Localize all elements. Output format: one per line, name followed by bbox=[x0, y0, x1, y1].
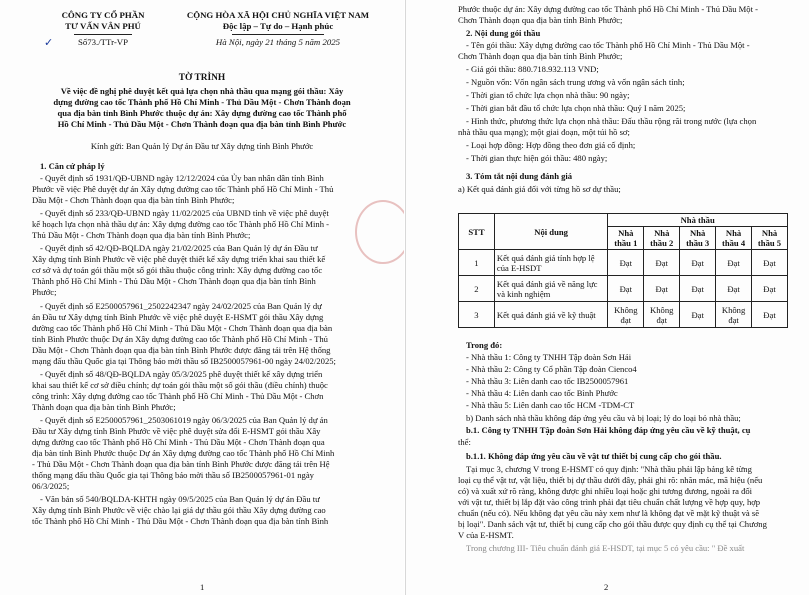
body-line: tỉnh Bình Phước thuộc Dự án Xây dựng đường cao tốc Thành phố Hồ Chí Minh - Thủ bbox=[32, 334, 328, 344]
body-line: khai sau thiết kế cơ sở điều chỉnh; dự toán gói thầu một số gói thầu (điều chỉnh) thuộc bbox=[32, 380, 328, 390]
section-2-line: - Hình thức, phương thức lựa chọn nhà thầu: Đấu thầu rộng rãi trong nước (lựa chọn bbox=[466, 116, 757, 126]
handwritten-mark-icon: ✓ bbox=[44, 36, 54, 49]
body-line: bị loại". Danh sách vật tư, thiết bị cung cấp cho gói thầu được quy định cụ thể tại Chương bbox=[458, 519, 767, 529]
body-line-faded: Trong chương III- Tiêu chuẩn đánh giá E-HSDT, tại mục 5 có yêu cầu: " Đề xuất bbox=[466, 543, 745, 553]
header-underline-left bbox=[74, 34, 132, 35]
table-cell-stt: 3 bbox=[459, 302, 495, 328]
body-line: Dầu Một - Chơn Thành đoạn qua địa bàn tỉnh Bình Phước được đăng tải trên Hệ thống bbox=[32, 345, 331, 355]
table-cell-result: Đạt bbox=[644, 250, 680, 276]
table-cell-content: Kết quả đánh giá tính hợp lệ của E-HSDT bbox=[494, 250, 607, 276]
body-line: tốc Thành phố Hồ Chí Minh - Thủ Dầu Một - Chơn Thành đoạn qua địa bàn tỉnh Bình bbox=[32, 516, 329, 526]
bidder-note: - Nhà thầu 1: Công ty TNHH Tập đoàn Sơn Hải bbox=[466, 352, 632, 362]
table-cell-result: Đạt bbox=[644, 276, 680, 302]
section-2-line: - Tên gói thầu: Xây dựng đường cao tốc Thành phố Hồ Chí Minh - Thủ Dầu Một - bbox=[466, 40, 750, 50]
table-header-content: Nội dung bbox=[494, 214, 607, 250]
table-row bbox=[459, 250, 788, 276]
page-number: 1 bbox=[200, 582, 205, 592]
bidder-note: - Nhà thầu 2: Công ty Cổ phần Tập đoàn Cienco4 bbox=[466, 364, 637, 374]
recipient-line: Kính gửi: Ban Quản lý Dự án Đầu tư Xây dựng tỉnh Bình Phước bbox=[90, 141, 314, 151]
document-type-title: TỜ TRÌNH bbox=[178, 73, 226, 83]
body-line: án Đầu tư Xây dựng tỉnh Bình Phước về việc phê duyệt E-HSMT gói thầu Xây dựng bbox=[32, 312, 324, 322]
paragraph-b1-text: b.1. Công ty TNHH Tập đoàn Sơn Hải không đáp ứng yêu cầu về kỹ thuật, cụ bbox=[466, 425, 751, 435]
table-cell-result: Đạt bbox=[752, 250, 788, 276]
body-line: chuẩn (nếu có). Nếu không đạt yêu cầu này xem như là không đạt về mặt kỹ thuật và sẽ bbox=[458, 508, 760, 518]
body-line: kế hoạch lựa chọn nhà thầu dự án: Xây dựng đường cao tốc Thành phố Hồ Chí Minh - bbox=[32, 219, 330, 229]
body-line: cơ sở và dự toán gói thầu một số gói thầu thuộc công trình: Xây dựng đường cao tốc bbox=[32, 265, 323, 275]
body-line: - Quyết định số E2500057961_2503061019 ngày 06/3/2025 của Ban Quản lý dự án bbox=[40, 415, 328, 425]
table-header-bidder: Nhà thầu 4 bbox=[716, 227, 752, 250]
bidder-note: - Nhà thầu 3: Liên danh cao tốc IB2500057961 bbox=[466, 376, 629, 386]
table-header-row bbox=[459, 214, 788, 227]
table-header-bidder: Nhà thầu 2 bbox=[644, 227, 680, 250]
body-line: loại cụ thể vật tư, vật liệu, thiết bị dự thầu dưới đây, phải ghi rõ: nhãn mác, mã hiệu (nếu bbox=[458, 475, 763, 485]
table-cell-result: Đạt bbox=[752, 302, 788, 328]
body-line: Đầu tư Xây dựng tỉnh Bình Phước về việc phê duyệt sửa đổi E-HSMT gói thầu Xây bbox=[32, 426, 321, 436]
body-line: thống mạng đấu thầu Quốc gia tại Thông báo mời thầu số IB2500057961-01 ngày bbox=[32, 470, 314, 480]
table-cell-result: Đạt bbox=[680, 302, 716, 328]
document-page-2 bbox=[405, 0, 809, 595]
body-line: mạng đấu thầu Quốc gia tại Thông báo mời thầu số IB2500057961-00 ngày 24/02/2025; bbox=[32, 356, 336, 366]
notes-title: Trong đó: bbox=[466, 340, 503, 350]
table-cell-result: Đạt bbox=[680, 276, 716, 302]
table-cell-result: Đạt bbox=[608, 250, 644, 276]
body-line: Xây dựng tỉnh Bình Phước về việc phê duyệt thiết kế xây dựng triển khai sau thiết kế bbox=[32, 254, 326, 264]
company-name-line2: TƯ VẤN VÂN PHÚ bbox=[65, 21, 141, 31]
paragraph-b1 bbox=[466, 425, 750, 436]
subject-line-1: Về việc đề nghị phê duyệt kết quả lựa chọn nhà thầu qua mạng gói thầu: Xây bbox=[60, 86, 344, 96]
table-cell-content: Kết quả đánh giá về năng lực và kinh nghiệm bbox=[494, 276, 607, 302]
table-cell-result: Đạt bbox=[716, 250, 752, 276]
body-line: 06/3/2025; bbox=[32, 481, 70, 491]
section-3-subtitle: a) Kết quả đánh giá đối với từng hồ sơ dự thầu; bbox=[458, 184, 621, 194]
body-line: Phước về việc Phê duyệt dự án Xây dựng đường cao tốc Thành phố Hồ Chí Minh - Thủ bbox=[32, 184, 334, 194]
header-underline-right bbox=[232, 34, 324, 35]
body-line: với vật tư, thiết bị lắp đặt vào công trình phải đạt tiêu chuẩn chất lượng về hợp quy, hợp bbox=[458, 497, 761, 507]
body-line: - Quyết định số 233/QĐ-UBND ngày 11/02/2025 của UBND tỉnh về việc phê duyệt bbox=[40, 208, 329, 218]
table-row bbox=[459, 276, 788, 302]
bidder-note: - Nhà thầu 4: Liên danh cao tốc Bình Phước bbox=[466, 388, 618, 398]
body-line: - Quyết định số 42/QĐ-BQLDA ngày 21/02/2025 của Ban Quản lý dự án Đầu tư bbox=[40, 243, 318, 253]
section-2-line: - Loại hợp đồng: Hợp đồng theo đơn giá cố định; bbox=[466, 140, 636, 150]
table-cell-result: Không đạt bbox=[608, 302, 644, 328]
section-2-line: - Nguồn vốn: Vốn ngân sách trung ương và vốn ngân sách tỉnh; bbox=[466, 77, 685, 87]
table-header-bidder: Nhà thầu 5 bbox=[752, 227, 788, 250]
section-2-line: - Thời gian thực hiện gói thầu: 480 ngày; bbox=[466, 153, 608, 163]
body-line: Dầu Một - Chơn Thành đoạn qua địa bàn tỉnh Bình Phước; bbox=[32, 195, 235, 205]
body-line: - Thủ Dầu Một - Chơn Thành đoạn qua địa bàn tỉnh Bình Phước được đăng tải trên Hệ bbox=[32, 459, 330, 469]
body-line: - Quyết định số E2500057961_2502242347 ngày 24/02/2025 của Ban Quản lý dự bbox=[40, 301, 322, 311]
section-2-line: nhà thầu qua mạng); một giai đoạn, một túi hồ sơ; bbox=[458, 127, 630, 137]
body-line: Thủ Dầu Một - Chơn Thành đoạn qua địa bàn tỉnh Bình Phước; bbox=[32, 230, 251, 240]
table-cell-result: Đạt bbox=[608, 276, 644, 302]
body-line: - Văn bản số 540/BQLDA-KHTH ngày 09/5/2025 của Ban Quản lý dự án Đầu tư bbox=[40, 494, 320, 504]
evaluation-table bbox=[458, 213, 788, 328]
body-line: dựng đường cao tốc Thành phố Hồ Chí Minh - Thủ Dầu Một - Chơn Thành đoạn qua bbox=[32, 437, 325, 447]
table-cell-result: Không đạt bbox=[644, 302, 680, 328]
body-line: Xây dựng tỉnh Bình Phước về việc chào lại giá dự thầu gói thầu Xây dựng đường cao bbox=[32, 505, 326, 515]
bidder-note: - Nhà thầu 5: Liên danh cao tốc HCM -TDM-CT bbox=[466, 400, 635, 410]
body-line: Chơn Thành đoạn qua địa bàn tỉnh Bình Phước; bbox=[458, 15, 623, 25]
body-line: đường cao tốc Thành phố Hồ Chí Minh - Thủ Dầu Một - Chơn Thành đoạn qua địa bàn bbox=[32, 323, 333, 333]
subject-line-2: dựng đường cao tốc Thành phố Hồ Chí Minh - Thủ Dầu Một - Chơn Thành đoạn bbox=[53, 97, 351, 107]
body-line: có) và xuất xứ rõ ràng, không được ghi nhiều loại hoặc ghi tương đương, ngoài ra đối bbox=[458, 486, 753, 496]
subject-line-4: Hồ Chí Minh - Thủ Dầu Một - Chơn Thành đoạn qua địa bàn tỉnh Bình Phước bbox=[57, 119, 347, 129]
paragraph-b1-continued: thể: bbox=[458, 437, 471, 447]
table-cell-content: Kết quả đánh giá về kỹ thuật bbox=[494, 302, 607, 328]
body-line: công trình: Xây dựng đường cao tốc Thành phố Hồ Chí Minh - Thủ Dầu Một - Chơn bbox=[32, 391, 324, 401]
body-line: V của E-HSMT. bbox=[458, 530, 514, 540]
red-stamp-seal bbox=[355, 200, 404, 264]
table-row bbox=[459, 302, 788, 328]
body-line: - Quyết định số 48/QĐ-BQLDA ngày 05/3/2025 phê duyệt thiết kế xây dựng triển bbox=[40, 369, 323, 379]
table-cell-stt: 1 bbox=[459, 250, 495, 276]
table-cell-stt: 2 bbox=[459, 276, 495, 302]
table-cell-result: Không đạt bbox=[716, 302, 752, 328]
section-2-line: - Thời gian tổ chức lựa chọn nhà thầu: 90 ngày; bbox=[466, 90, 630, 100]
table-header-bidder: Nhà thầu 3 bbox=[680, 227, 716, 250]
table-cell-result: Đạt bbox=[716, 276, 752, 302]
section-2-line: - Thời gian bắt đầu tổ chức lựa chọn nhà thầu: Quý I năm 2025; bbox=[466, 103, 686, 113]
page-number: 2 bbox=[604, 582, 609, 592]
section-2-line: Chơn Thành đoạn qua địa bàn tỉnh Bình Phước; bbox=[458, 51, 623, 61]
company-name-line1: CÔNG TY CỔ PHẦN bbox=[61, 10, 145, 20]
document-date: Hà Nội, ngày 21 tháng 5 năm 2025 bbox=[215, 37, 341, 47]
national-motto: Độc lập – Tự do – Hạnh phúc bbox=[222, 21, 334, 31]
subject-line-3: qua địa bàn tỉnh Bình Phước thuộc dự án: Xây dựng đường cao tốc Thành phố bbox=[57, 108, 347, 118]
table-cell-result: Đạt bbox=[752, 276, 788, 302]
section-2-line: - Giá gói thầu: 880.718.932.113 VND; bbox=[466, 64, 599, 74]
section-1-title: 1. Căn cứ pháp lý bbox=[40, 161, 105, 171]
body-line: Thành phố Hồ Chí Minh - Thủ Dầu Một - Chơn Thành đoạn qua địa bàn tỉnh Bình bbox=[32, 276, 316, 286]
table-header-stt: STT bbox=[459, 214, 495, 250]
document-page-1 bbox=[0, 0, 404, 595]
table-cell-result: Đạt bbox=[680, 250, 716, 276]
section-3-title: 3. Tóm tắt nội dung đánh giá bbox=[466, 171, 573, 181]
document-number: Số73./TTr-VP bbox=[77, 37, 129, 47]
country-name: CỘNG HÒA XÃ HỘI CHỦ NGHĨA VIỆT NAM bbox=[186, 10, 370, 20]
body-line: Phước; bbox=[32, 287, 57, 297]
body-line: Tại mục 3, chương V trong E-HSMT có quy định: "Nhà thầu phải lập bảng kê từng bbox=[466, 464, 752, 474]
table-header-bidder: Nhà thầu 1 bbox=[608, 227, 644, 250]
paragraph-b11: b.1.1. Không đáp ứng yêu cầu về vật tư thiết bị cung cấp cho gói thầu. bbox=[466, 451, 722, 461]
table-header-bidder-group: Nhà thầu bbox=[608, 214, 788, 227]
body-line: - Quyết định số 1931/QĐ-UBND ngày 12/12/2024 của Ủy ban nhân dân tỉnh Bình bbox=[40, 173, 324, 183]
body-line: Thành đoạn qua địa bàn tỉnh Bình Phước; bbox=[32, 402, 176, 412]
body-line: Phước thuộc dự án: Xây dựng đường cao tốc Thành phố Hồ Chí Minh - Thủ Dầu Một - bbox=[458, 4, 758, 14]
section-2-title: 2. Nội dung gói thầu bbox=[466, 28, 541, 38]
national-header bbox=[178, 10, 378, 48]
paragraph-b: b) Danh sách nhà thầu không đáp ứng yêu cầu và bị loại; lý do loại bỏ nhà thầu; bbox=[466, 413, 741, 423]
body-line: địa bàn tỉnh Bình Phước thuộc Dự án Xây dựng đường cao tốc Thành phố Hồ Chí Minh bbox=[32, 448, 335, 458]
